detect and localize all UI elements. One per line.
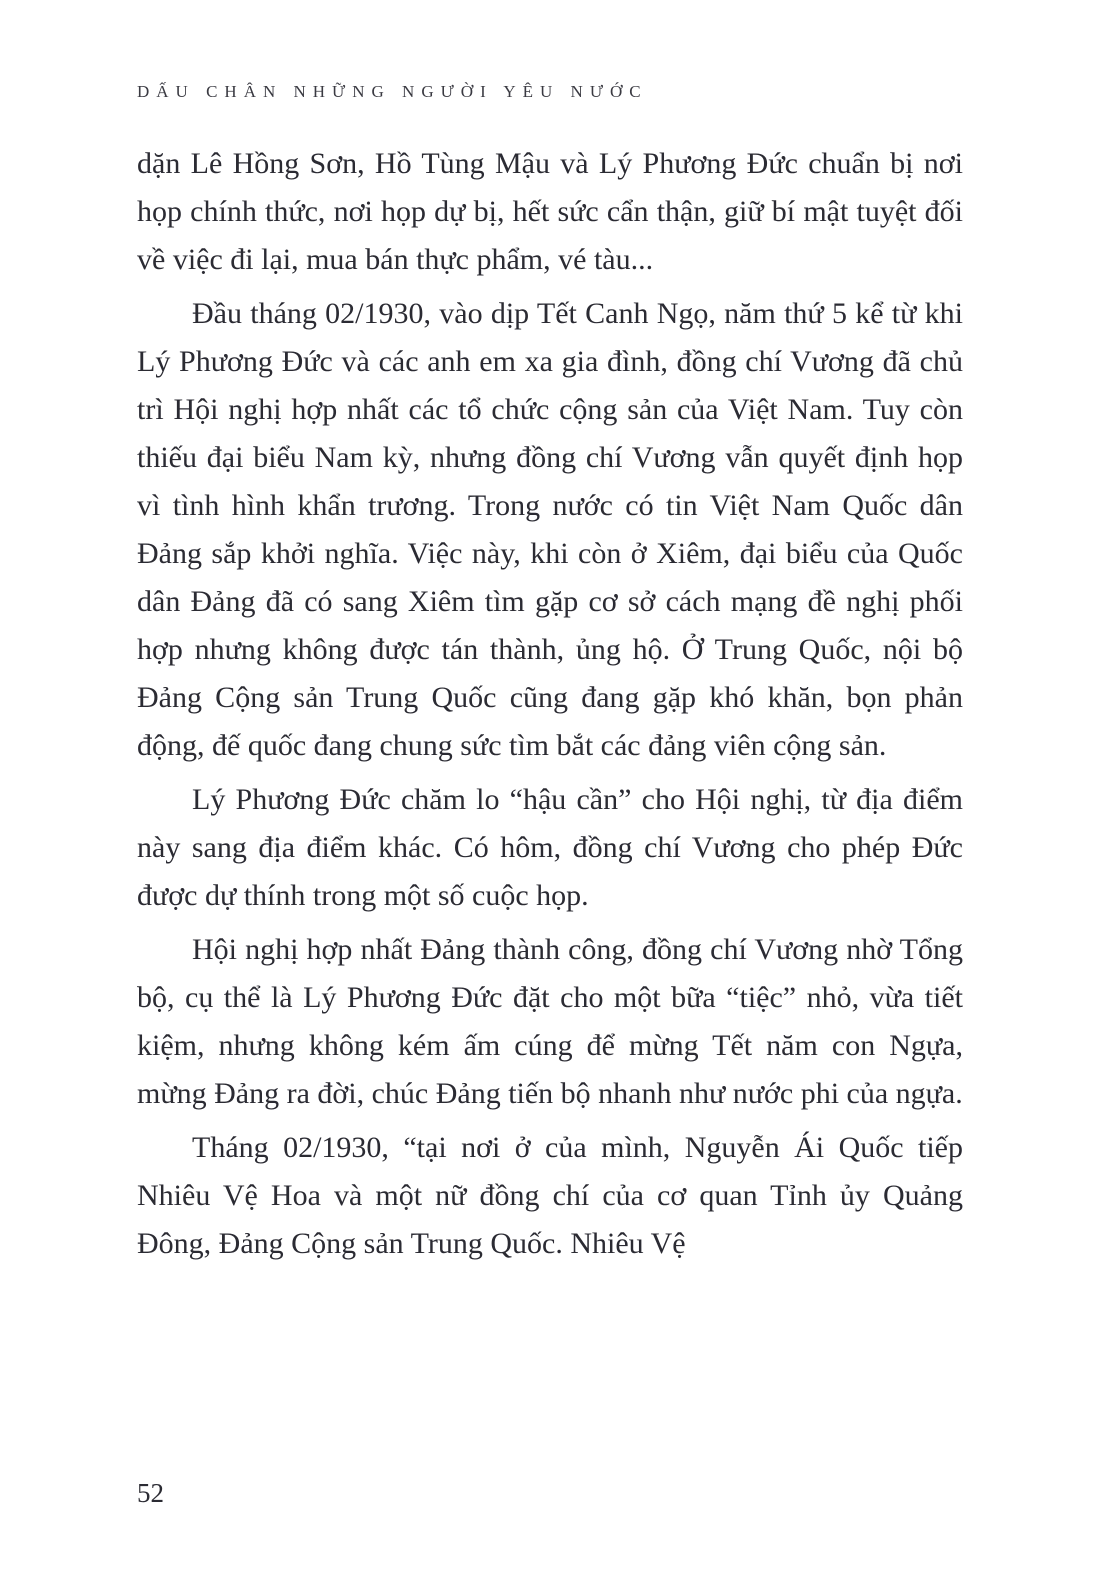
paragraph: dặn Lê Hồng Sơn, Hồ Tùng Mậu và Lý Phương Đức chuẩn bị nơi họp chính thức, nơi họp dự bị, hết sức cẩn thận, giữ bí mật tuyệt đối về việc đi lại, mua bán thực phẩm, vé tàu... bbox=[137, 147, 963, 276]
running-header: DẤU CHÂN NHỮNG NGƯỜI YÊU NƯỚC bbox=[137, 82, 648, 101]
paragraph: Hội nghị hợp nhất Đảng thành công, đồng chí Vương nhờ Tổng bộ, cụ thể là Lý Phương Đức đặt cho một bữa “tiệc” nhỏ, vừa tiết kiệm, nhưng không kém ấm cúng để mừng Tết năm con Ngựa, mừng Đảng ra đời, chúc Đảng tiến bộ nhanh như nước phi của ngựa. bbox=[137, 933, 963, 1110]
paragraph: Lý Phương Đức chăm lo “hậu cần” cho Hội nghị, từ địa điểm này sang địa điểm khác. Có hôm, đồng chí Vương cho phép Đức được dự thính trong một số cuộc họp. bbox=[137, 783, 963, 912]
page-number: 52 bbox=[137, 1478, 164, 1508]
paragraph: Đầu tháng 02/1930, vào dịp Tết Canh Ngọ, năm thứ 5 kể từ khi Lý Phương Đức và các anh em xa gia đình, đồng chí Vương đã chủ trì Hội nghị hợp nhất các tổ chức cộng sản của Việt Nam. Tuy còn thiếu đại biểu Nam kỳ, nhưng đồng chí Vương vẫn quyết định họp vì tình hình khẩn trương. Trong nước có tin Việt Nam Quốc dân Đảng sắp khởi nghĩa. Việc này, khi còn ở Xiêm, đại biểu của Quốc dân Đảng đã có sang Xiêm tìm gặp cơ sở cách mạng đề nghị phối hợp nhưng không được tán thành, ủng hộ. Ở Trung Quốc, nội bộ Đảng Cộng sản Trung Quốc cũng đang gặp khó khăn, bọn phản động, đế quốc đang chung sức tìm bắt các đảng viên cộng sản. bbox=[137, 297, 963, 762]
paragraph: Tháng 02/1930, “tại nơi ở của mình, Nguyễn Ái Quốc tiếp Nhiêu Vệ Hoa và một nữ đồng chí của cơ quan Tỉnh ủy Quảng Đông, Đảng Cộng sản Trung Quốc. Nhiêu Vệ bbox=[137, 1131, 963, 1260]
body-text bbox=[137, 140, 963, 1274]
